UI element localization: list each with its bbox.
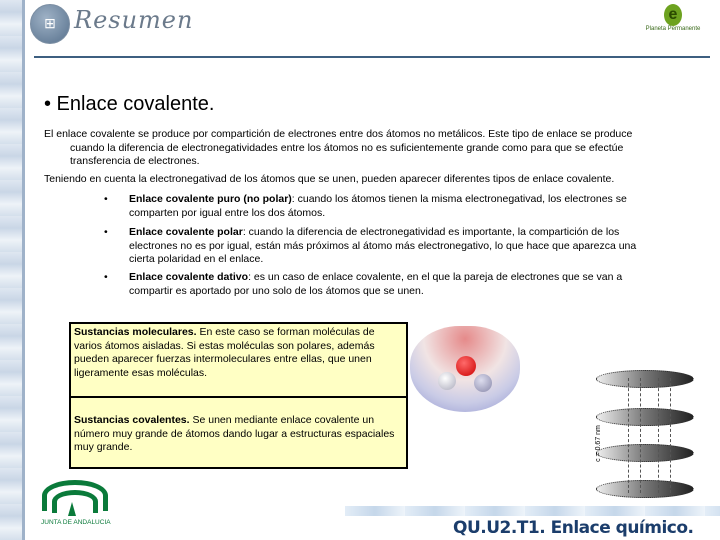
- footer-title: QU.U2.T1. Enlace químico.: [453, 518, 694, 538]
- molecular-substances-box: Sustancias moleculares. En este caso se forman moléculas de varios átomos aisladas. Si estas moléculas son polares, además pueden aparecer fuerzas intermoleculares entre ellas, que unen ligeramente esas moléculas.: [69, 322, 408, 398]
- graphite-label: c = 0.67 nm: [594, 425, 602, 462]
- water-molecule-image: [410, 326, 520, 412]
- header-title: Resumen: [74, 6, 194, 34]
- types-intro: Teniendo en cuenta la electronegativad de los átomos que se unen, pueden aparecer diferentes tipos de enlace covalente.: [44, 173, 615, 185]
- side-strip-border: [22, 0, 25, 540]
- org-chart-icon: ⊞: [30, 4, 70, 44]
- intro-paragraph: El enlace covalente se produce por compartición de electrones entre dos átomos no metálicos. Este tipo de enlace se produce cuando la diferencia de electronegatividades entre los átomos no es suficientemente grande como para que se efectúe transferencia de electrones.: [44, 128, 633, 167]
- bullet-item: • Enlace covalente polar: cuando la diferencia de electronegatividad es importante, la compartición de los electrones no es por igual, están más próximos al átomo más electronegativo, lo que hace que aparezca una cierta polaridad en el enlace.: [104, 226, 637, 265]
- footer-wave: [345, 506, 720, 516]
- planeta-permanente-logo: e Planeta Permanente: [645, 6, 701, 32]
- graphite-structure-image: [588, 368, 698, 503]
- bullet-item: • Enlace covalente puro (no polar): cuando los átomos tienen la misma electronegativad, los electrones se comparten por igual entre los dos átomos.: [104, 193, 627, 219]
- header-divider: [34, 56, 710, 58]
- slide-title: • Enlace covalente.: [44, 93, 215, 115]
- decorative-side-strip: [0, 0, 22, 540]
- bullet-item: • Enlace covalente dativo: es un caso de enlace covalente, en el que la pareja de electrones que se van a compartir es aportado por uno solo de los átomos que se unen.: [104, 271, 623, 297]
- junta-andalucia-logo: JUNTA DE ANDALUCIA: [38, 478, 114, 530]
- covalent-substances-box: Sustancias covalentes. Se unen mediante enlace covalente un número muy grande de átomos dando lugar a estructuras espaciales muy grande.: [69, 396, 408, 469]
